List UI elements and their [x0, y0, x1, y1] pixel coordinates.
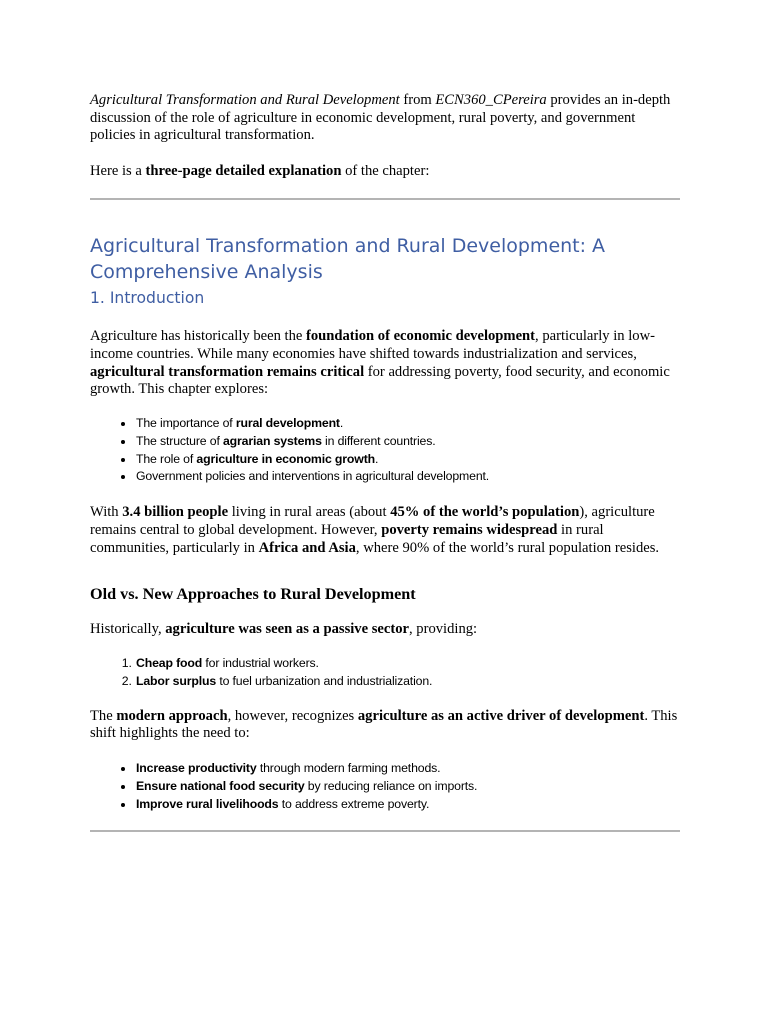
passive-sector-list — [90, 655, 680, 691]
item-text: . — [339, 415, 344, 430]
item-text: through modern farming methods. — [256, 760, 441, 775]
p1-text-3: for addressing poverty, food security, and economic growth. This chapter explores: — [90, 363, 670, 398]
explores-list — [90, 415, 680, 487]
item-bold: agrarian systems — [222, 433, 322, 448]
list-item — [135, 655, 680, 673]
p4-text-3: . This shift highlights the need to: — [90, 707, 678, 742]
p3-text-1: Historically, — [90, 621, 166, 638]
p2-text-2: living in rural areas (about — [228, 504, 391, 521]
p1-bold-2: agricultural transformation remains critical — [90, 363, 365, 380]
item-text: for industrial workers. — [202, 655, 319, 670]
item-text: to address extreme poverty. — [278, 796, 430, 811]
list-item — [135, 796, 680, 814]
rural-population-paragraph — [90, 504, 680, 557]
document-body — [90, 92, 680, 832]
intro-title: Agricultural Transformation and Rural Development — [90, 92, 400, 108]
item-bold: Cheap food — [136, 655, 203, 670]
historically-paragraph — [90, 621, 680, 639]
p2-text-5: , where 90% of the world’s rural population resides. — [355, 539, 660, 556]
p2-bold-2: 45% of the world’s population — [390, 504, 580, 521]
p2-bold-3: poverty remains widespread — [381, 521, 558, 538]
item-text: by reducing reliance on imports. — [304, 778, 478, 793]
item-bold: rural development — [235, 415, 340, 430]
item-bold: Increase productivity — [136, 760, 257, 775]
intro-rest: provides an in-depth discussion of the role of agriculture in economic development, rural poverty, and government policies in agricultural transformation. — [90, 92, 671, 144]
p3-text-2: , providing: — [409, 621, 478, 638]
item-text: The role of — [136, 451, 197, 466]
modern-approach-paragraph — [90, 708, 680, 743]
item-text: The importance of — [136, 415, 236, 430]
p1-text-2: , particularly in low-income countries. While many economies have shifted towards industrialization and services, — [90, 328, 656, 362]
modern-needs-list — [90, 760, 680, 814]
main-heading: Agricultural Transformation and Rural Development: A Comprehensive Analysis — [90, 235, 606, 284]
intro-from: from — [399, 92, 436, 108]
item-bold: agriculture in economic growth — [196, 451, 376, 466]
item-text: in different countries. — [321, 433, 436, 448]
p1-bold-1: foundation of economic development — [306, 328, 536, 345]
intro-paragraph — [90, 92, 680, 145]
p3-bold-1: agriculture was seen as a passive sector — [165, 621, 409, 638]
p4-text-1: The — [90, 707, 117, 724]
p2-text-1: With — [90, 504, 123, 521]
list-item — [135, 673, 680, 691]
item-text: Government policies and interventions in agricultural development. — [136, 469, 490, 484]
item-bold: Labor surplus — [136, 673, 217, 688]
section-heading-approaches: Old vs. New Approaches to Rural Development — [90, 585, 416, 604]
item-text: to fuel urbanization and industrialization. — [216, 673, 433, 688]
p2-bold-4: Africa and Asia — [258, 539, 356, 556]
here-paragraph — [90, 163, 680, 181]
list-item — [135, 433, 680, 451]
here-pre: Here is a — [90, 162, 146, 179]
item-text: The structure of — [136, 433, 223, 448]
divider-bottom — [90, 830, 680, 832]
subheading-introduction: 1. Introduction — [90, 289, 205, 308]
list-item — [135, 778, 680, 796]
p1-text-1: Agriculture has historically been the — [90, 328, 306, 345]
intro-source: ECN360_CPereira — [435, 92, 547, 108]
here-post: of the chapter: — [341, 162, 430, 179]
p2-text-3: ), agriculture remains central to global development. However, — [90, 504, 655, 538]
here-bold: three-page detailed explanation — [145, 162, 342, 179]
p4-bold-2: agriculture as an active driver of development — [357, 707, 645, 724]
item-bold: Ensure national food security — [136, 778, 305, 793]
list-item — [135, 760, 680, 778]
agriculture-paragraph — [90, 328, 680, 398]
item-bold: Improve rural livelihoods — [136, 796, 279, 811]
p4-bold-1: modern approach — [116, 707, 228, 724]
item-text: . — [375, 451, 379, 466]
list-item — [135, 415, 680, 433]
p4-text-2: , however, recognizes — [227, 707, 358, 724]
p2-text-4: in rural communities, particularly in — [90, 521, 604, 556]
list-item — [135, 468, 680, 486]
list-item — [135, 451, 680, 469]
divider-top — [90, 198, 680, 200]
p2-bold-1: 3.4 billion people — [122, 504, 229, 521]
